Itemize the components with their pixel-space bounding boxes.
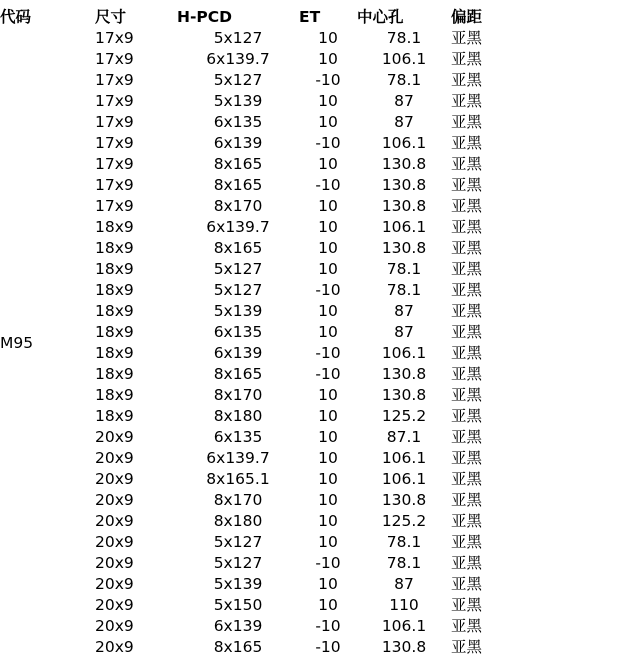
table-row [0, 532, 637, 553]
table-row [0, 385, 637, 406]
cell-et: 10 [318, 386, 338, 404]
cell-hpcd: 8x180 [213, 407, 263, 425]
table-row [0, 238, 637, 259]
cell-hpcd: 6x135 [213, 428, 263, 446]
cell-size: 17x9 [95, 113, 134, 131]
cell-hpcd: 5x139 [213, 302, 263, 320]
cell-center-bore: 130.8 [381, 365, 427, 383]
cell-size: 20x9 [95, 512, 134, 530]
cell-size: 18x9 [95, 281, 134, 299]
cell-center-bore: 87 [394, 92, 414, 110]
cell-center-bore: 78.1 [386, 554, 422, 572]
cell-offset: 亚黑 [451, 281, 483, 299]
cell-offset: 亚黑 [451, 554, 483, 572]
cell-size: 20x9 [95, 491, 134, 509]
cell-et: 10 [318, 428, 338, 446]
cell-hpcd: 5x127 [213, 29, 263, 47]
cell-center-bore: 87 [394, 323, 414, 341]
cell-et: 10 [318, 197, 338, 215]
table-row [0, 280, 637, 301]
cell-hpcd: 8x170 [213, 386, 263, 404]
cell-hpcd: 8x165.1 [206, 470, 270, 488]
cell-size: 20x9 [95, 596, 134, 614]
cell-et: 10 [318, 260, 338, 278]
cell-et: -10 [315, 365, 341, 383]
cell-hpcd: 8x180 [213, 512, 263, 530]
cell-hpcd: 8x165 [213, 176, 263, 194]
cell-center-bore: 78.1 [386, 533, 422, 551]
table-row [0, 448, 637, 469]
table-row [0, 322, 637, 343]
cell-et: 10 [318, 302, 338, 320]
cell-offset: 亚黑 [451, 344, 483, 362]
cell-center-bore: 106.1 [381, 134, 427, 152]
table-row [0, 49, 637, 70]
table-row [0, 70, 637, 91]
cell-offset: 亚黑 [451, 176, 483, 194]
cell-size: 17x9 [95, 197, 134, 215]
cell-size: 18x9 [95, 239, 134, 257]
cell-et: 10 [318, 218, 338, 236]
cell-center-bore: 106.1 [381, 218, 427, 236]
table-row [0, 91, 637, 112]
cell-et: 10 [318, 491, 338, 509]
cell-offset: 亚黑 [451, 155, 483, 173]
cell-center-bore: 87 [394, 575, 414, 593]
cell-size: 18x9 [95, 407, 134, 425]
cell-center-bore: 78.1 [386, 260, 422, 278]
cell-et: -10 [315, 281, 341, 299]
table-row [0, 616, 637, 637]
cell-hpcd: 8x165 [213, 638, 263, 656]
cell-et: 10 [318, 29, 338, 47]
cell-hpcd: 5x127 [213, 260, 263, 278]
cell-et: -10 [315, 176, 341, 194]
cell-et: -10 [315, 554, 341, 572]
cell-et: -10 [315, 638, 341, 656]
cell-center-bore: 130.8 [381, 386, 427, 404]
cell-center-bore: 106.1 [381, 344, 427, 362]
cell-et: 10 [318, 323, 338, 341]
cell-size: 20x9 [95, 449, 134, 467]
cell-et: 10 [318, 50, 338, 68]
cell-et: -10 [315, 134, 341, 152]
cell-offset: 亚黑 [451, 197, 483, 215]
cell-center-bore: 87.1 [386, 428, 422, 446]
table-row [0, 28, 637, 49]
cell-et: 10 [318, 533, 338, 551]
cell-hpcd: 8x170 [213, 197, 263, 215]
cell-center-bore: 106.1 [381, 470, 427, 488]
cell-hpcd: 6x135 [213, 113, 263, 131]
cell-hpcd: 6x139.7 [206, 449, 270, 467]
table-row [0, 364, 637, 385]
cell-hpcd: 8x170 [213, 491, 263, 509]
cell-size: 20x9 [95, 533, 134, 551]
cell-offset: 亚黑 [451, 29, 483, 47]
cell-center-bore: 106.1 [381, 50, 427, 68]
cell-et: 10 [318, 470, 338, 488]
table-row [0, 175, 637, 196]
cell-size: 20x9 [95, 428, 134, 446]
cell-offset: 亚黑 [451, 365, 483, 383]
table-row [0, 133, 637, 154]
cell-size: 17x9 [95, 71, 134, 89]
cell-hpcd: 5x150 [213, 596, 263, 614]
cell-code: M95 [0, 333, 34, 352]
header-et: ET [299, 8, 321, 26]
cell-size: 20x9 [95, 638, 134, 656]
cell-center-bore: 106.1 [381, 449, 427, 467]
cell-hpcd: 5x139 [213, 575, 263, 593]
cell-hpcd: 6x139 [213, 617, 263, 635]
cell-hpcd: 6x139.7 [206, 218, 270, 236]
cell-offset: 亚黑 [451, 113, 483, 131]
cell-size: 17x9 [95, 92, 134, 110]
table-row [0, 574, 637, 595]
cell-hpcd: 6x139 [213, 134, 263, 152]
cell-size: 18x9 [95, 365, 134, 383]
cell-hpcd: 5x127 [213, 281, 263, 299]
cell-et: -10 [315, 344, 341, 362]
cell-size: 17x9 [95, 29, 134, 47]
cell-hpcd: 5x127 [213, 554, 263, 572]
table-row [0, 427, 637, 448]
cell-size: 20x9 [95, 554, 134, 572]
cell-offset: 亚黑 [451, 638, 483, 656]
wheel-spec-table [0, 7, 637, 658]
table-row [0, 490, 637, 511]
cell-center-bore: 125.2 [381, 512, 427, 530]
cell-et: 10 [318, 449, 338, 467]
cell-offset: 亚黑 [451, 512, 483, 530]
cell-size: 17x9 [95, 176, 134, 194]
cell-size: 20x9 [95, 575, 134, 593]
cell-offset: 亚黑 [451, 407, 483, 425]
table-header [0, 7, 637, 28]
cell-hpcd: 6x135 [213, 323, 263, 341]
cell-size: 18x9 [95, 323, 134, 341]
cell-et: 10 [318, 239, 338, 257]
cell-offset: 亚黑 [451, 71, 483, 89]
cell-hpcd: 5x139 [213, 92, 263, 110]
cell-size: 18x9 [95, 302, 134, 320]
cell-center-bore: 78.1 [386, 281, 422, 299]
cell-offset: 亚黑 [451, 134, 483, 152]
cell-et: -10 [315, 71, 341, 89]
table-row [0, 217, 637, 238]
table-body [0, 28, 637, 658]
header-row [0, 7, 637, 28]
cell-size: 17x9 [95, 134, 134, 152]
cell-et: 10 [318, 92, 338, 110]
cell-offset: 亚黑 [451, 491, 483, 509]
cell-size: 17x9 [95, 50, 134, 68]
cell-center-bore: 78.1 [386, 71, 422, 89]
cell-et: 10 [318, 575, 338, 593]
cell-et: 10 [318, 113, 338, 131]
cell-offset: 亚黑 [451, 218, 483, 236]
header-code: 代码 [0, 8, 32, 26]
cell-hpcd: 6x139.7 [206, 50, 270, 68]
header-offset: 偏距 [451, 8, 483, 26]
cell-offset: 亚黑 [451, 323, 483, 341]
table-row [0, 196, 637, 217]
cell-size: 17x9 [95, 155, 134, 173]
cell-offset: 亚黑 [451, 386, 483, 404]
cell-et: -10 [315, 617, 341, 635]
table-row [0, 154, 637, 175]
cell-et: 10 [318, 155, 338, 173]
cell-center-bore: 130.8 [381, 491, 427, 509]
cell-center-bore: 130.8 [381, 239, 427, 257]
cell-et: 10 [318, 596, 338, 614]
cell-size: 18x9 [95, 218, 134, 236]
cell-hpcd: 8x165 [213, 155, 263, 173]
table-row [0, 469, 637, 490]
table-row [0, 637, 637, 658]
cell-center-bore: 78.1 [386, 29, 422, 47]
cell-offset: 亚黑 [451, 533, 483, 551]
table-row [0, 343, 637, 364]
table-row [0, 595, 637, 616]
cell-offset: 亚黑 [451, 617, 483, 635]
cell-hpcd: 5x127 [213, 71, 263, 89]
table-row [0, 301, 637, 322]
table-row [0, 112, 637, 133]
cell-offset: 亚黑 [451, 302, 483, 320]
cell-offset: 亚黑 [451, 575, 483, 593]
cell-center-bore: 125.2 [381, 407, 427, 425]
table-row [0, 511, 637, 532]
table-row [0, 259, 637, 280]
cell-hpcd: 6x139 [213, 344, 263, 362]
cell-size: 18x9 [95, 344, 134, 362]
cell-center-bore: 110 [389, 596, 419, 614]
header-size: 尺寸 [95, 8, 127, 26]
cell-et: 10 [318, 407, 338, 425]
cell-center-bore: 87 [394, 113, 414, 131]
table-row [0, 553, 637, 574]
header-center-bore: 中心孔 [357, 8, 404, 26]
cell-size: 20x9 [95, 470, 134, 488]
cell-et: 10 [318, 512, 338, 530]
cell-offset: 亚黑 [451, 92, 483, 110]
cell-center-bore: 130.8 [381, 176, 427, 194]
cell-center-bore: 130.8 [381, 638, 427, 656]
cell-offset: 亚黑 [451, 239, 483, 257]
cell-hpcd: 8x165 [213, 239, 263, 257]
cell-center-bore: 130.8 [381, 197, 427, 215]
table-row [0, 406, 637, 427]
cell-size: 20x9 [95, 617, 134, 635]
cell-size: 18x9 [95, 260, 134, 278]
cell-hpcd: 8x165 [213, 365, 263, 383]
cell-center-bore: 106.1 [381, 617, 427, 635]
cell-offset: 亚黑 [451, 596, 483, 614]
cell-center-bore: 87 [394, 302, 414, 320]
cell-offset: 亚黑 [451, 50, 483, 68]
cell-size: 18x9 [95, 386, 134, 404]
cell-offset: 亚黑 [451, 428, 483, 446]
cell-offset: 亚黑 [451, 449, 483, 467]
cell-center-bore: 130.8 [381, 155, 427, 173]
header-hpcd: H-PCD [177, 8, 233, 26]
cell-hpcd: 5x127 [213, 533, 263, 551]
cell-offset: 亚黑 [451, 470, 483, 488]
cell-offset: 亚黑 [451, 260, 483, 278]
